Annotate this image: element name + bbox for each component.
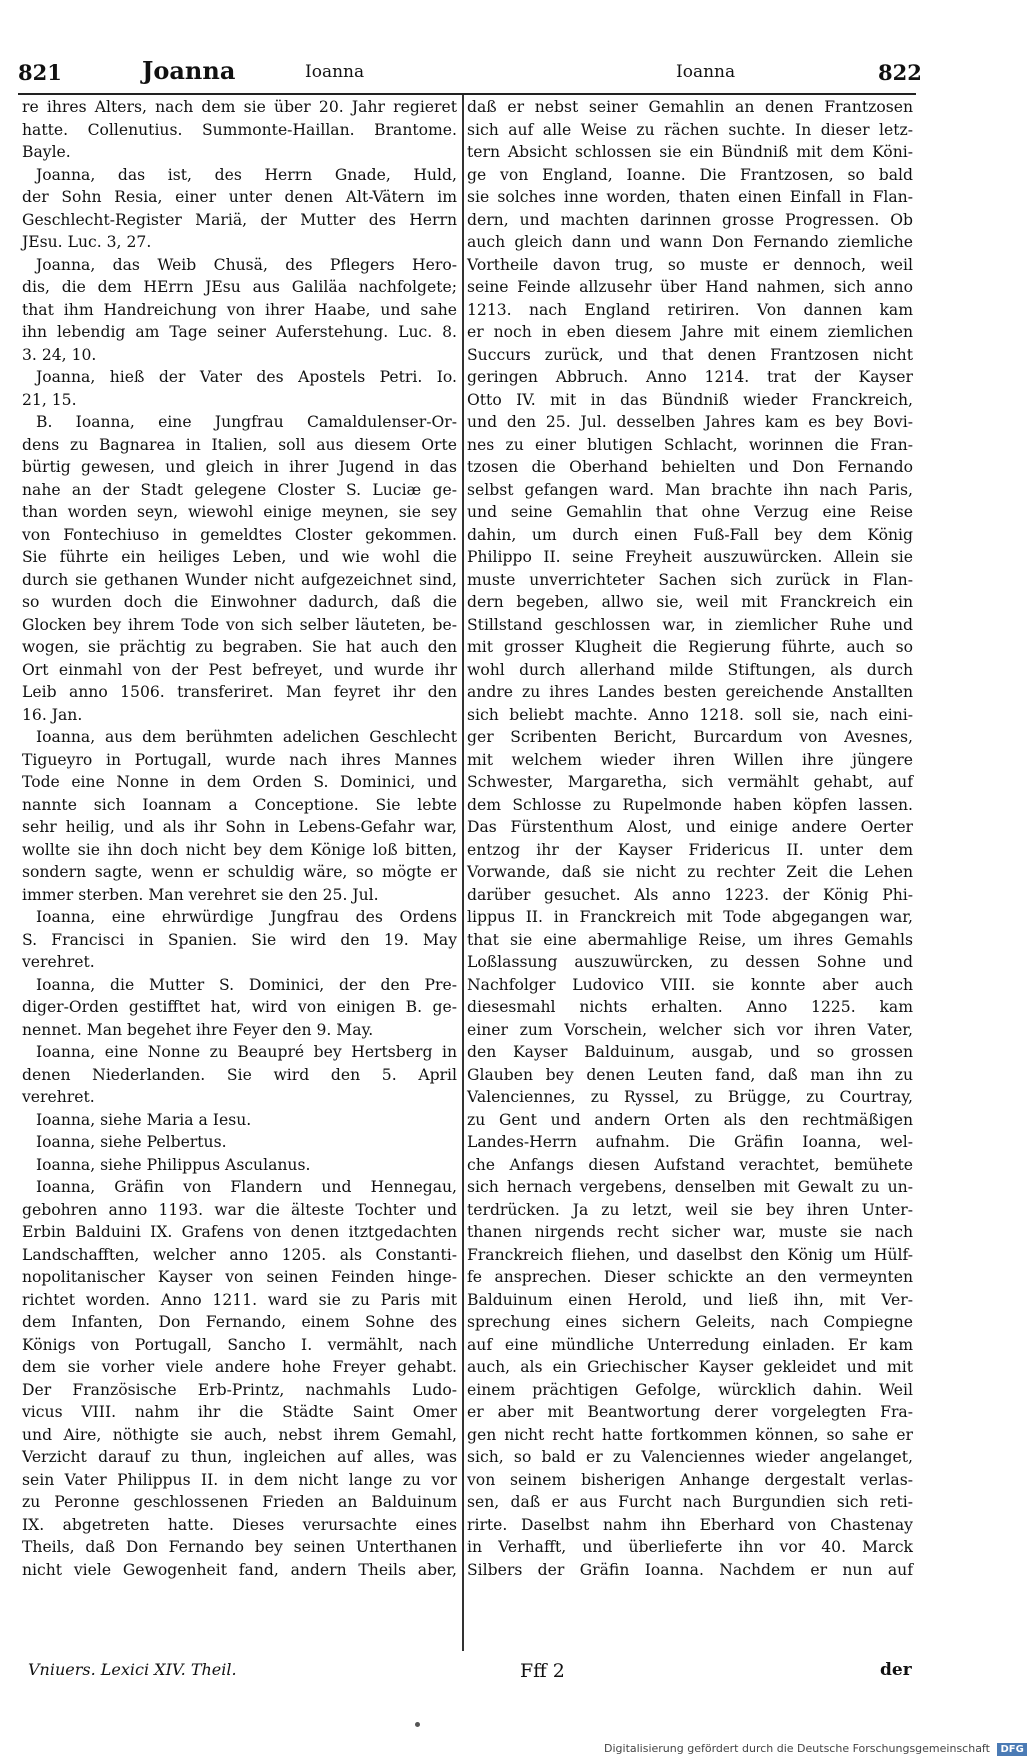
text-line: Ioanna, eine Nonne zu Beaupré bey Hertsberg in	[36, 1043, 457, 1061]
text-line: dem sie vorher viele andere hohe Freyer gehabt.	[22, 1358, 457, 1376]
text-line: darüber gesuchet. Als anno 1223. der König Phi-	[467, 885, 913, 904]
text-line: that sie eine abermahlige Reise, um ihres Gemahls	[467, 930, 913, 949]
text-line: gen nicht recht hatte fortkommen können, so sahe er	[467, 1425, 913, 1444]
text-line: Tode eine Nonne in dem Orden S. Dominici, und	[22, 773, 457, 791]
text-line: sie solches inne worden, thaten einen Einfall in Flan-	[467, 188, 913, 206]
left-column	[22, 96, 457, 1581]
text-line: that ihm Handreichung von ihrer Haabe, und sahe	[22, 300, 457, 319]
header-title-right: Ioanna	[676, 62, 736, 82]
text-line: von Fontechiuso in gemeldtes Closter gekommen.	[22, 525, 457, 544]
text-line: Silbers der Gräfin Ioanna. Nachdem er nun auf	[467, 1560, 913, 1579]
text-line: Balduinum einen Herold, und ließ ihn, mit Ver-	[467, 1290, 913, 1309]
text-line: 21, 15.	[22, 390, 77, 409]
signature-mark: Fff 2	[520, 1660, 565, 1682]
text-line: Erbin Balduini IX. Grafens von denen itztgedachten	[22, 1223, 457, 1241]
text-line: nopolitanischer Kayser von seinen Feinden hinge-	[22, 1268, 457, 1286]
text-line: vicus VIII. nahm ihr die Städte Saint Omer	[22, 1403, 457, 1421]
text-line: nannte sich Ioannam a Conceptione. Sie lebte	[22, 795, 457, 814]
page-number-left: 821	[18, 60, 62, 85]
text-line: Verzicht darauf zu thun, ingleichen auf alles, was	[22, 1448, 457, 1466]
text-line: denen Niederlanden. Sie wird den 5. April	[22, 1065, 457, 1084]
text-line: richtet worden. Anno 1211. ward sie zu Paris mit	[22, 1290, 457, 1309]
running-header	[0, 52, 1000, 92]
text-line: sehr heilig, und als ihr Sohn in Lebens-Gefahr war,	[22, 818, 457, 836]
text-line: Glocken bey ihrem Tode von sich selber läuteten, be-	[22, 615, 457, 634]
text-line: Bayle.	[22, 143, 71, 161]
text-line: Schwester, Margaretha, sich vermählt gehabt, auf	[467, 773, 913, 791]
text-line: verehret.	[22, 953, 95, 971]
text-line: nahe an der Stadt gelegene Closter S. Luciæ ge-	[22, 480, 457, 499]
footer-volume: Vniuers. Lexici XIV. Theil.	[28, 1660, 237, 1679]
text-line: sprechung eines sichern Geleits, nach Compiegne	[467, 1313, 913, 1331]
text-line: sondern sagte, wenn er schuldig wäre, so mögte er	[22, 863, 457, 881]
text-line: Ioanna, Gräfin von Flandern und Hennegau,	[36, 1178, 457, 1196]
text-line: zu Gent und andern Orten als den rechtmäßigen	[467, 1110, 913, 1129]
text-line: dis, die dem HErrn JEsu aus Galiläa nachfolgete;	[22, 278, 457, 296]
header-title-bold: Joanna	[142, 56, 236, 85]
column-divider	[462, 95, 464, 1651]
text-line: Sie führte ein heiliges Leben, und wie wohl die	[22, 548, 457, 566]
text-line: der Sohn Resia, einer unter denen Alt-Vätern im	[22, 188, 457, 206]
text-line: S. Francisci in Spanien. Sie wird den 19. May	[22, 930, 457, 949]
text-line: sich, so bald er zu Valenciennes wieder angelanget,	[467, 1448, 913, 1466]
text-line: auf eine mündliche Unterredung einladen. Er kam	[467, 1335, 913, 1354]
text-line: er noch in eben diesem Jahre mit einem ziemlichen	[467, 323, 913, 341]
text-line: 16. Jan.	[22, 705, 83, 724]
text-line: Königs von Portugall, Sancho I. vermählt, nach	[22, 1335, 457, 1354]
digitization-credit	[604, 1742, 1027, 1756]
text-line: mit welchem wieder ihren Willen ihre jüngere	[467, 750, 913, 769]
text-line: er aber mit Beantwortung derer vorgelegten Fra-	[467, 1403, 913, 1421]
text-line: sen, daß er aus Furcht nach Burgundien sich reti-	[467, 1493, 913, 1511]
text-line: auch gleich dann und wann Don Fernando ziemliche	[467, 233, 913, 251]
text-line: selbst gefangen ward. Man brachte ihn nach Paris,	[467, 480, 913, 499]
text-line: Succurs zurück, und that denen Frantzosen nicht	[467, 345, 913, 364]
text-line: re ihres Alters, nach dem sie über 20. Jahr regieret	[22, 98, 457, 116]
text-line: IX. abgetreten hatte. Dieses verursachte eines	[22, 1515, 457, 1534]
text-line: wogen, sie prächtig zu begraben. Sie hat auch den	[22, 638, 457, 656]
header-rule	[18, 93, 916, 95]
text-line: Ioanna, die Mutter S. Dominici, der den Pre-	[36, 975, 457, 994]
credit-text: Digitalisierung gefördert durch die Deutsche Forschungsgemeinschaft	[604, 1742, 990, 1755]
text-line: gebohren anno 1193. war die älteste Tochter und	[22, 1200, 457, 1219]
text-line: Landschafften, welcher anno 1205. als Constanti-	[22, 1245, 457, 1264]
text-line: verehret.	[22, 1088, 95, 1106]
text-line: Geschlecht-Register Mariä, der Mutter des Herrn	[22, 210, 457, 229]
text-line: Stillstand geschlossen war, in ziemlicher Ruhe und	[467, 615, 913, 634]
text-line: diger-Orden gestifftet hat, wird von einigen B. ge-	[22, 998, 457, 1016]
text-line: muste unverrichteter Sachen sich zurück in Flan-	[467, 570, 913, 589]
text-line: dern, und machten darinnen grosse Progressen. Ob	[467, 210, 913, 229]
text-line: Otto IV. mit in das Bündniß wieder Franckreich,	[467, 390, 913, 409]
text-line: Franckreich fliehen, und daselbst den König um Hülf-	[467, 1245, 913, 1264]
text-line: wohl durch allerhand milde Stiftungen, als durch	[467, 660, 913, 679]
text-line: B. Ioanna, eine Jungfrau Camaldulenser-Or-	[36, 413, 457, 431]
text-line: fe ansprechen. Dieser schickte an den vermeynten	[467, 1268, 913, 1286]
text-line: Vortheile davon trug, so muste er dennoch, weil	[467, 255, 913, 274]
text-line: Ioanna, siehe Pelbertus.	[36, 1133, 227, 1151]
dfg-logo-icon: DFG	[997, 1743, 1026, 1756]
text-line: dem Infanten, Don Fernando, einem Sohne des	[22, 1313, 457, 1331]
text-line: mit grosser Klugheit die Regierung führte, auch so	[467, 638, 913, 656]
text-line: nicht viele Gewogenheit fand, andern Theils aber,	[22, 1560, 457, 1579]
text-line: zu Peronne geschlossenen Frieden an Balduinum	[22, 1493, 457, 1511]
text-line: ger Scribenten Bericht, Burcardum von Avesnes,	[467, 728, 913, 746]
text-line: ihn lebendig am Tage seiner Auferstehung. Luc. 8.	[22, 323, 457, 341]
text-line: Das Fürstenthum Alost, und einige andere Oerter	[467, 818, 913, 836]
text-line: Vorwande, daß sie nicht zu rechter Zeit die Lehen	[467, 863, 913, 881]
text-line: Der Französische Erb-Printz, nachmahls Ludo-	[22, 1380, 457, 1399]
text-line: Ort einmahl von der Pest befreyet, und wurde ihr	[22, 660, 457, 679]
text-line: JEsu. Luc. 3, 27.	[22, 233, 152, 251]
text-line: lippus II. in Franckreich mit Tode abgegangen war,	[467, 908, 913, 926]
text-line: den Kayser Balduinum, ausgab, und so grossen	[467, 1043, 913, 1061]
text-line: von seinem bisherigen Anhange dergestalt verlas-	[467, 1470, 913, 1489]
text-line: rirte. Daselbst nahm ihn Eberhard von Chastenay	[467, 1515, 913, 1534]
text-line: Ioanna, siehe Maria a Iesu.	[36, 1110, 252, 1129]
page-number-right: 822	[878, 60, 922, 85]
text-line: dern begeben, allwo sie, weil mit Franckreich ein	[467, 593, 913, 611]
text-line: und den 25. Jul. desselben Jahres kam es bey Bovi-	[467, 413, 913, 431]
text-line: dens zu Bagnarea in Italien, soll aus diesem Orte	[22, 435, 457, 454]
decorative-dot	[415, 1722, 420, 1727]
text-line: seine Feinde allzusehr über Hand nahmen, sich anno	[467, 278, 913, 296]
text-line: immer sterben. Man verehret sie den 25. Jul.	[22, 885, 379, 904]
text-line: Ioanna, siehe Philippus Asculanus.	[36, 1155, 311, 1174]
text-line: ge von England, Ioanne. Die Frantzosen, so bald	[467, 165, 913, 184]
text-line: diesesmahl nichts erhalten. Anno 1225. kam	[467, 998, 913, 1016]
text-line: che Anfangs diesen Aufstand verachtet, bemühete	[467, 1155, 913, 1174]
text-line: geringen Abbruch. Anno 1214. trat der Kayser	[467, 368, 913, 386]
text-line: Loßlassung auszuwürcken, zu dessen Sohne und	[467, 953, 913, 971]
text-line: auch, als ein Griechischer Kayser gekleidet und mit	[467, 1358, 913, 1376]
text-line: so wurden doch die Einwohner dadurch, daß die	[22, 593, 457, 611]
header-title-left: Ioanna	[305, 62, 365, 82]
text-line: Tigueyro in Portugall, wurde nach ihres Mannes	[22, 750, 457, 769]
text-line: einer zum Vorschein, welcher sich vor ihren Vater,	[467, 1020, 913, 1039]
text-line: Ioanna, eine ehrwürdige Jungfrau des Ordens	[36, 908, 457, 926]
text-line: terdrücken. Ja zu letzt, weil sie bey ihren Unter-	[467, 1200, 913, 1219]
text-line: einem prächtigen Gefolge, würcklich dahin. Weil	[467, 1380, 913, 1399]
text-line: bürtig gewesen, und gleich in ihrer Jugend in das	[22, 458, 457, 476]
text-line: daß er nebst seiner Gemahlin an denen Frantzosen	[467, 98, 913, 116]
text-line: nes zu einer blutigen Schlacht, worinnen die Fran-	[467, 435, 913, 454]
text-line: Theils, daß Don Fernando bey seinen Unterthanen	[22, 1538, 457, 1556]
catchword: der	[880, 1660, 912, 1680]
text-line: sich hernach vergebens, denselben mit Gewalt zu un-	[467, 1178, 913, 1196]
text-line: andre zu ihres Landes besten gereichende Anstallten	[467, 683, 913, 701]
text-line: dem Schlosse zu Rupelmonde haben köpfen lassen.	[467, 795, 913, 814]
text-line: 1213. nach England retiriren. Von dannen kam	[467, 300, 913, 319]
text-line: Joanna, hieß der Vater des Apostels Petri. Io.	[36, 368, 457, 386]
text-line: nennet. Man begehet ihre Feyer den 9. May.	[22, 1020, 374, 1039]
text-line: than worden seyn, wiewohl einige meynen, sie sey	[22, 503, 457, 521]
text-line: sein Vater Philippus II. in dem nicht lange zu vor	[22, 1470, 457, 1489]
text-line: 3. 24, 10.	[22, 345, 97, 364]
text-line: wollte sie ihn doch nicht bey dem Könige loß bitten,	[22, 840, 457, 859]
text-line: Ioanna, aus dem berühmten adelichen Geschlecht	[36, 728, 457, 746]
text-line: und seine Gemahlin that ohne Verzug eine Reise	[467, 503, 913, 521]
text-line: Valenciennes, zu Ryssel, zu Brügge, zu Courtray,	[467, 1088, 913, 1106]
text-line: sich auf alle Weise zu rächen suchte. In dieser letz-	[467, 120, 913, 139]
text-line: Glauben bey denen Leuten fand, daß man ihn zu	[467, 1065, 913, 1084]
text-line: thanen nirgends recht sicher war, muste sie nach	[467, 1223, 913, 1241]
text-line: durch sie gethanen Wunder nicht aufgezeichnet sind,	[22, 570, 457, 589]
text-line: sich beliebt machte. Anno 1218. soll sie, nach eini-	[467, 705, 913, 724]
text-line: in Verhafft, und überlieferte ihn vor 40. Marck	[467, 1538, 913, 1556]
text-line: Joanna, das Weib Chusä, des Pflegers Hero-	[36, 255, 457, 274]
text-line: und Aire, nöthigte sie auch, nebst ihrem Gemahl,	[22, 1425, 457, 1444]
right-column	[467, 96, 913, 1581]
text-line: hatte. Collenutius. Summonte-Haillan. Brantome.	[22, 120, 457, 139]
text-line: Landes-Herrn aufnahm. Die Gräfin Ioanna, wel-	[467, 1133, 913, 1151]
text-line: entzog ihr der Kayser Fridericus II. unter dem	[467, 840, 913, 859]
text-line: Nachfolger Ludovico VIII. sie konnte aber auch	[467, 975, 913, 994]
text-line: Philippo II. seine Freyheit auszuwürcken. Allein sie	[467, 548, 913, 566]
text-line: tern Absicht schlossen sie ein Bündniß mit dem Köni-	[467, 143, 913, 161]
text-line: dahin, um durch einen Fuß-Fall bey dem König	[467, 525, 913, 544]
text-line: Leib anno 1506. transferiret. Man feyret ihr den	[22, 683, 457, 701]
text-line: tzosen die Oberhand behielten und Don Fernando	[467, 458, 913, 476]
text-line: Joanna, das ist, des Herrn Gnade, Huld,	[36, 165, 457, 184]
